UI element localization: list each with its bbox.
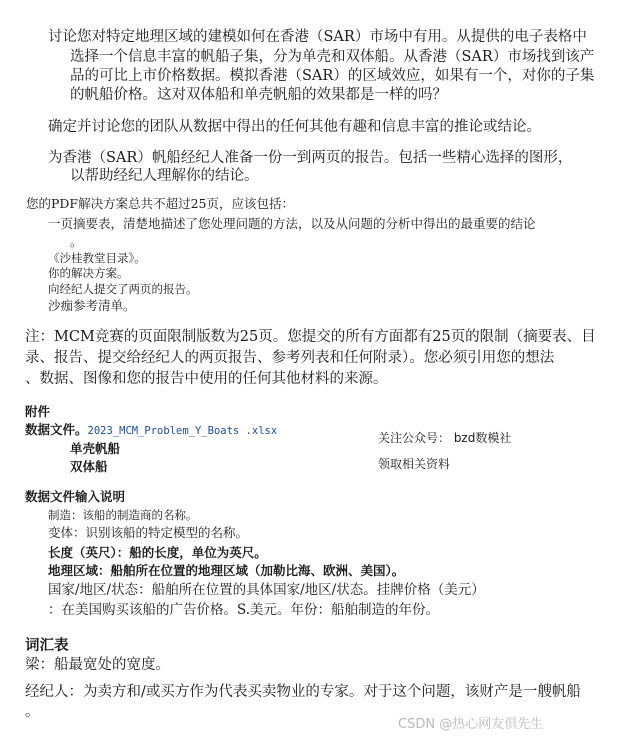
solution-intro: 您的PDF解决方案总共不超过25页，应该包括： xyxy=(26,196,295,211)
task-prepare-line-1: 为香港（SAR）帆船经纪人准备一份一到两页的报告。包括一些精心选择的图形， xyxy=(48,150,573,166)
datafile-link[interactable]: 2023_MCM_Problem_Y_Boats .xlsx xyxy=(87,425,278,437)
glossary-heading: 词汇表 xyxy=(25,637,69,654)
task-prepare-line-2: 以帮助经纪人理解你的结论。 xyxy=(70,168,259,184)
task-discuss-line-3: 品的可比上市价格数据。模拟香港（SAR）的区域效应，如果有一个，对你的子集 xyxy=(70,68,595,84)
data-desc-variant: 变体：识别该船的特定模型的名称。 xyxy=(48,525,249,540)
task-determine: 确定并讨论您的团队从数据中得出的任何其他有趣和信息丰富的推论或结论。 xyxy=(48,119,541,135)
note-line-1: 注：MCM竞赛的页面限制版数为25页。您提交的所有方面都有25页的限制（摘要表、目 xyxy=(25,329,596,345)
glossary-broker: 经纪人：为卖方和/或买方作为代表买卖物业的专家。对于这个问题，该财产是一艘帆船 xyxy=(25,684,581,700)
datafile-row xyxy=(25,421,277,440)
solution-item-toc: 《沙桂教堂目录》。 xyxy=(48,251,146,265)
solution-item-summary-cont: 。 xyxy=(70,234,83,249)
promo-line-1: 关注公众号： bzd数模社 xyxy=(378,431,512,445)
note-line-2: 录、报告、提交给经纪人的两页报告、参考列表和任何附录）。您必须引用您的想法 xyxy=(25,350,555,366)
task-discuss-line-2: 选择一个信息丰富的帆船子集，分为单壳和双体船。从香港（SAR）市场找到该产 xyxy=(70,49,595,65)
promo-line-2: 领取相关资料 xyxy=(378,457,451,471)
task-discuss-line-4: 的帆船价格。这对双体船和单壳帆船的效果都是一样的吗？ xyxy=(70,87,447,103)
glossary-broker-cont: 。 xyxy=(25,704,40,720)
sheet-catamaran: 双体船 xyxy=(70,459,108,474)
csdn-watermark: CSDN @热心网友倶先生 xyxy=(398,717,544,732)
sheet-monohull: 单壳帆船 xyxy=(70,441,121,456)
task-discuss-line-1: 讨论您对特定地理区域的建模如何在香港（SAR）市场中有用。从提供的电子表格中 xyxy=(48,29,587,45)
note-line-3: 、数据、图像和您的报告中使用的任何其他材料的来源。 xyxy=(25,371,388,387)
data-desc-make: 制造：该船的制造商的名称。 xyxy=(48,508,198,522)
solution-item-solution: 你的解决方案。 xyxy=(48,266,129,280)
solution-item-summary: 一页摘要表，清楚地描述了您处理问题的方法，以及从问题的分析中得出的最重要的结论 xyxy=(48,216,536,231)
data-desc-price: ：在美国购买该船的广告价格。S.美元。年份：船舶制造的年份。 xyxy=(48,602,440,618)
glossary-beam: 梁：船最宽处的宽度。 xyxy=(25,657,170,673)
data-desc-country: 国家/地区/状态：船舶所在位置的具体国家/地区/状态。挂牌价格（美元） xyxy=(48,582,485,598)
data-desc-region: 地理区域：船舶所在位置的地理区域（加勒比海、欧洲、美国）。 xyxy=(48,563,405,578)
data-desc-heading: 数据文件输入说明 xyxy=(25,489,126,504)
solution-item-report: 向经纪人提交了两页的报告。 xyxy=(48,282,198,296)
solution-item-references: 沙痂参考清单。 xyxy=(48,298,136,313)
attachments-heading: 附件 xyxy=(25,404,51,419)
datafile-label: 数据文件。 xyxy=(25,422,88,437)
data-desc-length: 长度（英尺）：船的长度，单位为英尺。 xyxy=(48,545,267,560)
